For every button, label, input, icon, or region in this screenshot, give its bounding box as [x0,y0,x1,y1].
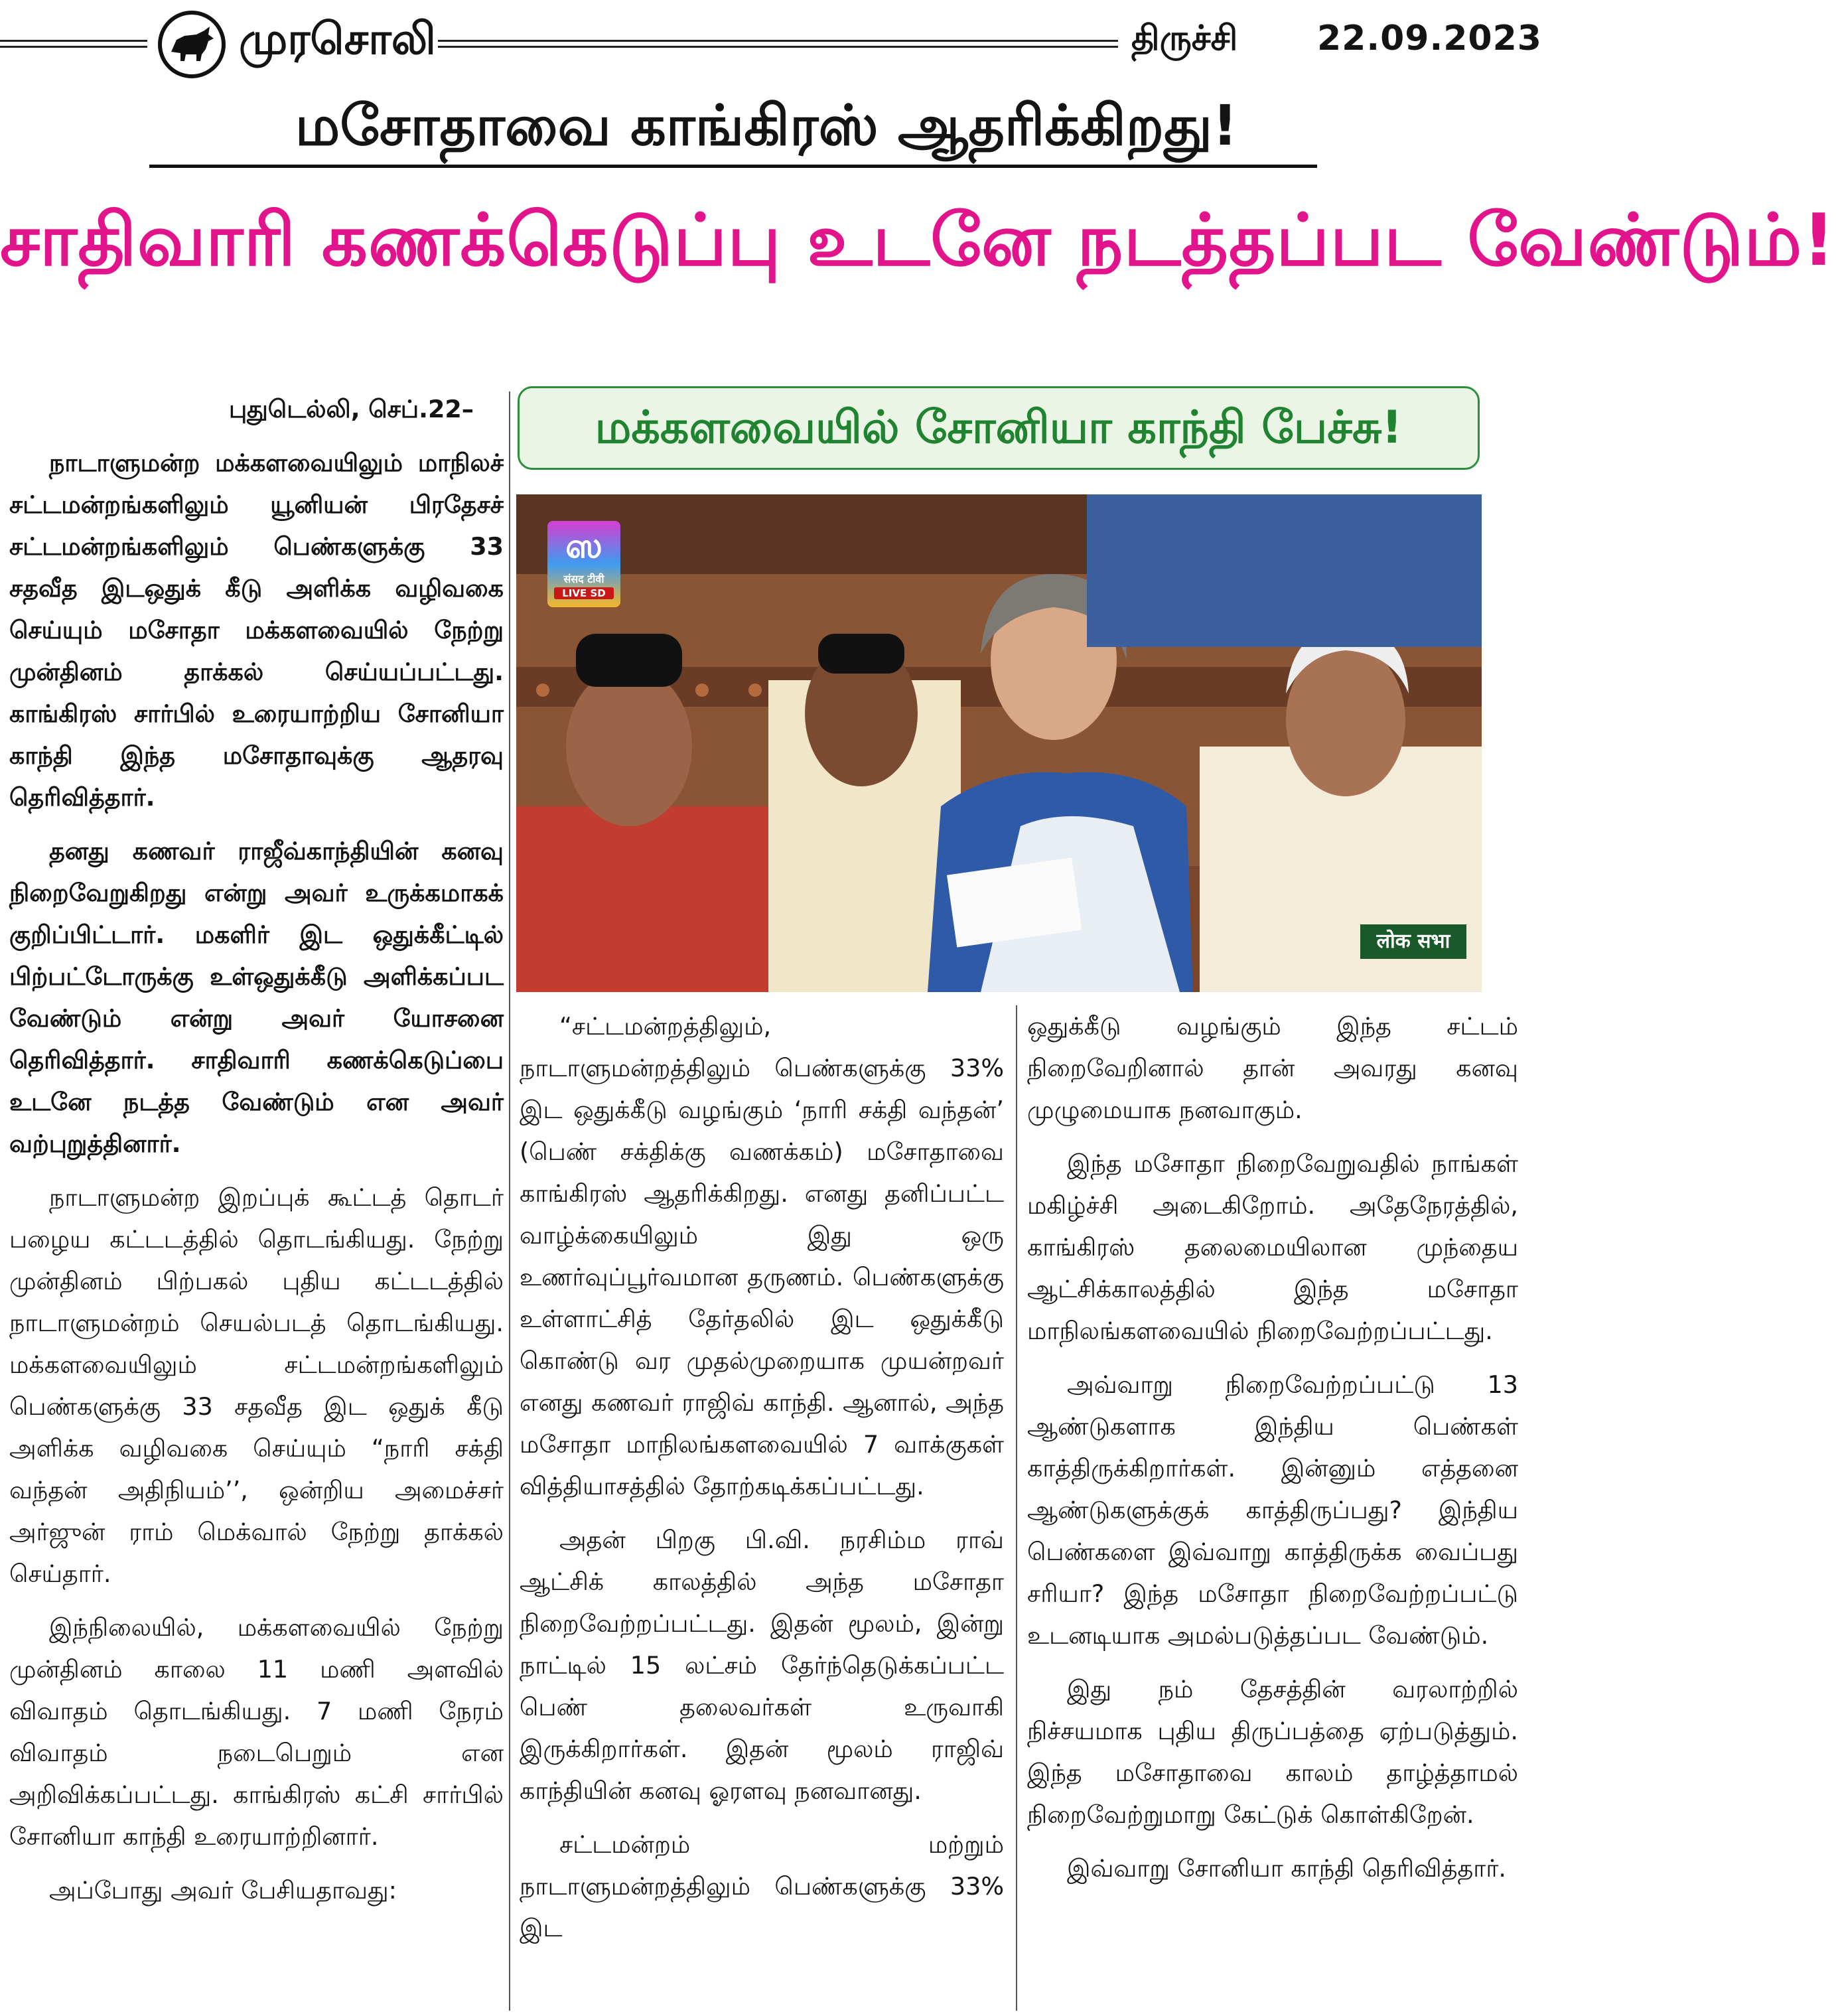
subhead-box: மக்களவையில் சோனியா காந்தி பேச்சு! [518,386,1480,470]
live-badge: LIVE SD [554,587,614,599]
article-column-3 [1027,1005,1518,1901]
bull-logo-icon [158,11,226,78]
paragraph: இந்நிலையில், மக்களவையில் நேற்று முன்தினம் காலை 11 மணி அளவில் விவாதம் தொடங்கியது. 7 மணி நேரம் விவாதம் நடைபெறும் என அறிவிக்கப்பட்டது. காங்கிரஸ் கட்சி சார்பில் சோனியா காந்தி உரையாற்றினார். [9,1613,504,1851]
paragraph: நாடாளுமன்ற மக்களவையிலும் மாநிலச் சட்டமன்றங்களிலும் யூனியன் பிரதேசச் சட்டமன்றங்களிலும் பெண்களுக்கு 33 சதவீத இடஒதுக் கீடு அளிக்க வழிவகை செய்யும் மசோதா மக்களவையில் நேற்று முன்தினம் தாக்கல் செய்யப்பட்டது. காங்கிரஸ் சார்பில் உரையாற்றிய சோனியா காந்தி இந்த மசோதாவுக்கு ஆதரவு தெரிவித்தார். [9,449,504,812]
main-headline: சாதிவாரி கணக்கெடுப்பு உடனே நடத்தப்பட வேண்டும்! [0,199,1836,282]
edition-date: 22.09.2023 [1317,19,1542,58]
paragraph: “சட்டமன்றத்திலும், நாடாளுமன்றத்திலும் பெண்களுக்கு 33% இட ஒதுக்கீடு வழங்கும் ‘நாரி சக்தி வந்தன்’ (பெண் சக்திக்கு வணக்கம்) மசோதாவை காங்கிரஸ் ஆதரிக்கிறது. எனது தனிப்பட்ட வாழ்க்கையிலும் இது ஒரு உணர்வுப்பூர்வமான தருணம். பெண்களுக்கு உள்ளாட்சித் தேர்தலில் இட ஒதுக்கீடு கொண்டு வர முதல்முறையாக முயன்றவர் எனது கணவர் ராஜிவ் காந்தி. ஆனால், அந்த மசோதா மாநிலங்களவையில் 7 வாக்குகள் வித்தியாசத்தில் தோற்கடிக்கப்பட்டது. [520,1012,1004,1500]
masthead [0,0,1542,86]
paragraph: அவ்வாறு நிறைவேற்றப்பட்டு 13 ஆண்டுகளாக இந்திய பெண்கள் காத்திருக்கிறார்கள். இன்னும் எத்தனை ஆண்டுகளுக்குக் காத்திருப்பது? இந்திய பெண்களை இவ்வாறு காத்திருக்க வைப்பது சரியா? இந்த மசோதா நிறைவேற்றப்பட்டு உடனடியாக அமல்படுத்தப்பட வேண்டும். [1027,1370,1518,1650]
dateline: புதுடெல்லி, செப்.22– [228,395,474,423]
paragraph: இவ்வாறு சோனியா காந்தி தெரிவித்தார். [1067,1854,1506,1883]
paragraph: சட்டமன்றம் மற்றும் நாடாளுமன்றத்திலும் பெண்களுக்கு 33% இட [520,1830,1004,1942]
channel-logo-icon [547,521,620,607]
paragraph: தனது கணவர் ராஜீவ்காந்தியின் கனவு நிறைவேறுகிறது என்று அவர் உருக்கமாகக் குறிப்பிட்டார். மகளிர் இட ஒதுக்கீட்டில் பிற்பட்டோருக்கு உள்ஒதுக்கீடு அளிக்கப்பட வேண்டும் என்று அவர் யோசனை தெரிவித்தார். சாதிவாரி கணக்கெடுப்பை உடனே நடத்த வேண்டும் என அவர் வற்புறுத்தினார். [9,837,504,1158]
paragraph: ஒதுக்கீடு வழங்கும் இந்த சட்டம் நிறைவேறினால் தான் அவரது கனவு முழுமையாக நனவாகும். [1027,1012,1518,1124]
kicker-headline: மசோதாவை காங்கிரஸ் ஆதரிக்கிறது! [295,93,1238,158]
paragraph: இந்த மசோதா நிறைவேறுவதில் நாங்கள் மகிழ்ச்சி அடைகிறோம். அதேநேரத்தில், காங்கிரஸ் தலைமையிலான முந்தைய ஆட்சிக்காலத்தில் இந்த மசோதா மாநிலங்களவையில் நிறைவேற்றப்பட்டது. [1027,1149,1518,1345]
news-photo [516,494,1482,992]
column-separator [1016,1005,1017,2011]
paragraph: அப்போது அவர் பேசியதாவது: [49,1876,397,1905]
channel-glyph: ஸ [565,526,602,566]
paragraph: நாடாளுமன்ற இறப்புக் கூட்டத் தொடர் பழைய கட்டடத்தில் தொடங்கியது. நேற்று முன்தினம் பிற்பகல் புதிய கட்டடத்தில் நாடாளுமன்றம் செயல்படத் தொடங்கியது. மக்களவையிலும் சட்டமன்றங்களிலும் பெண்களுக்கு 33 சதவீத இட ஒதுக் கீடு அளிக்க வழிவகை செய்யும் “நாரி சக்தி வந்தன் அதிநியம்’’, ஒன்றிய அமைச்சர் அர்ஜுன் ராம் மெக்வால் நேற்று தாக்கல் செய்தார். [9,1183,504,1588]
kicker-underline [149,165,1317,168]
masthead-rule-left [0,40,147,48]
channel-name: संसद टीवी [563,573,604,585]
house-tag: लोक सभा [1360,924,1466,959]
article-column-2 [520,1005,1004,1961]
edition-city: திருச்சி [1131,19,1238,58]
paragraph: இது நம் தேசத்தின் வரலாற்றில் நிச்சயமாக புதிய திருப்பத்தை ஏற்படுத்தும். இந்த மசோதாவை காலம் தாழ்த்தாமல் நிறைவேற்றுமாறு கேட்டுக் கொள்கிறேன். [1027,1675,1518,1829]
paragraph: அதன் பிறகு பி.வி. நரசிம்ம ராவ் ஆட்சிக் காலத்தில் அந்த மசோதா நிறைவேற்றப்பட்டது. இதன் மூலம், இன்று நாட்டில் 15 லட்சம் தேர்ந்தெடுக்கப்பட்ட பெண் தலைவர்கள் உருவாகி இருக்கிறார்கள். இதன் மூலம் ராஜிவ் காந்தியின் கனவு ஓரளவு நனவானது. [520,1526,1004,1805]
article-column-1 [9,388,504,1923]
newspaper-brand: முரசொலி [239,13,436,64]
column-separator [509,392,510,2011]
masthead-rule-middle [438,40,1118,48]
